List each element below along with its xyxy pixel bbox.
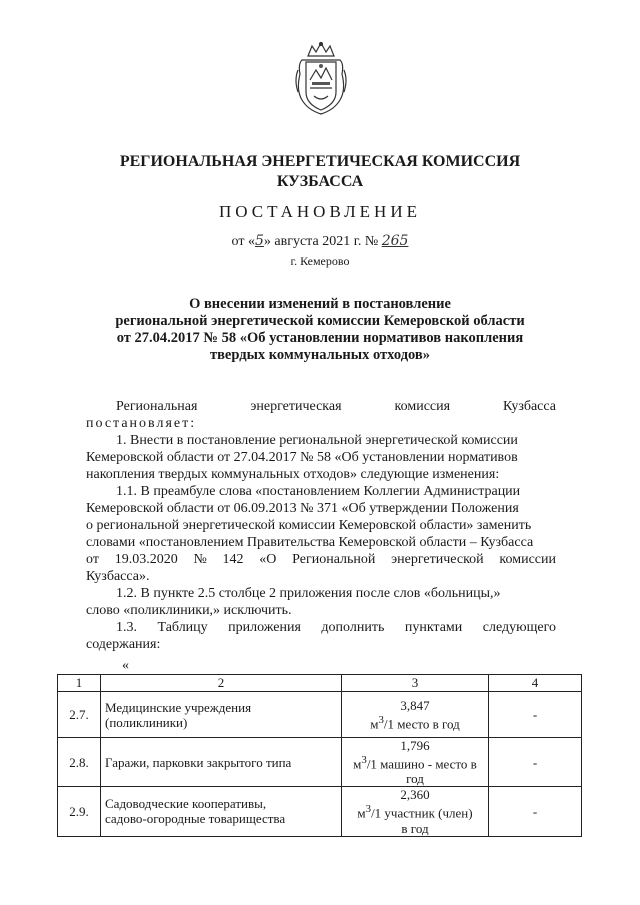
row-unit <box>346 753 484 771</box>
word: 19.03.2020 <box>114 552 178 567</box>
unit-base: м <box>357 805 366 821</box>
paragraph-1-2-line: слово «поликлиники,» исключить. <box>86 603 292 618</box>
coat-of-arms-icon <box>290 40 352 118</box>
word: следующего <box>482 620 556 635</box>
paragraph-1-line: 1. Внести в постановление региональной энергетической комиссии <box>116 433 518 448</box>
row-norm <box>342 692 489 738</box>
unit-exponent: 3 <box>378 713 384 726</box>
intro-line <box>86 398 556 415</box>
organization-line-1: РЕГИОНАЛЬНАЯ ЭНЕРГЕТИЧЕСКАЯ КОМИССИЯ <box>119 153 521 170</box>
row-norm <box>342 738 489 787</box>
paragraph-1-3-end: содержания: <box>86 637 161 652</box>
row-extra: - <box>489 738 582 787</box>
word: «О <box>259 552 277 567</box>
date-prefix: от « <box>231 234 255 249</box>
date-line <box>150 233 490 250</box>
organization-line-2: КУЗБАССА <box>276 173 364 190</box>
row-name-line: Гаражи, парковки закрытого типа <box>105 754 292 770</box>
row-extra: - <box>489 692 582 738</box>
word: 1.3. <box>116 620 137 635</box>
word: энергетической <box>391 552 484 567</box>
paragraph-1-1-justified-line <box>86 551 556 568</box>
table-row <box>58 738 582 787</box>
row-number: 2.7. <box>58 692 101 738</box>
word: Таблицу <box>157 620 208 635</box>
row-name-line: садово-огородные товарищества <box>105 811 286 827</box>
word: приложения <box>228 620 301 635</box>
word: пунктами <box>404 620 463 635</box>
row-unit <box>346 802 484 820</box>
word: Региональной <box>292 552 376 567</box>
unit-exponent: 3 <box>365 803 372 816</box>
table-header-cell: 2 <box>101 675 342 692</box>
row-unit <box>346 713 484 731</box>
row-name-line: Медицинские учреждения <box>105 699 252 715</box>
row-number: 2.9. <box>58 787 101 836</box>
word: комиссии <box>499 552 556 567</box>
title-line: от 27.04.2017 № 58 «Об установлении нормативов накопления <box>116 330 524 346</box>
table-header-cell: 3 <box>342 675 489 692</box>
row-name-line: (поликлиники) <box>105 714 188 730</box>
row-name <box>101 787 342 836</box>
row-name <box>101 692 342 738</box>
row-value: 1,796 <box>400 738 430 753</box>
row-name <box>101 738 342 787</box>
paragraph-1-line: Кемеровской области от 27.04.2017 № 58 «Об установлении нормативов <box>86 450 518 465</box>
table-row <box>58 787 582 836</box>
document-title <box>80 296 560 364</box>
table-header-row <box>58 675 582 692</box>
word: 142 <box>222 552 244 567</box>
title-line: О внесении изменений в постановление <box>189 296 451 312</box>
row-extra: - <box>489 787 582 836</box>
paragraph-1-1-line: Кемеровской области от 06.09.2013 № 371 «Об утверждении Положения <box>86 501 519 516</box>
paragraph-1-line: накопления твердых коммунальных отходов» следующие изменения: <box>86 467 500 482</box>
city-name: г. Кемерово <box>290 254 350 268</box>
row-norm <box>342 787 489 836</box>
word: № <box>193 552 207 567</box>
paragraph-1-2-line: 1.2. В пункте 2.5 столбце 2 приложения после слов «больницы,» <box>116 586 501 601</box>
unit-base: м <box>353 756 362 772</box>
paragraph-1-1-line: о региональной энергетической комиссии Кемеровской области» заменить <box>86 518 532 533</box>
unit-rest: /1 машино - место в <box>366 756 477 772</box>
unit-exponent: 3 <box>361 754 367 766</box>
document-type: ПОСТАНОВЛЕНИЕ <box>218 202 421 221</box>
unit-rest: /1 место в год <box>383 716 460 732</box>
table-header-cell: 4 <box>489 675 582 692</box>
unit-rest: /1 участник (член) <box>371 805 473 821</box>
row-value: 3,847 <box>400 697 430 713</box>
date-middle: » августа 2021 г. № <box>263 234 379 249</box>
organization-name <box>60 152 580 192</box>
paragraph-1-1-line: словами «постановлением Правительства Кемеровской области – Кузбасса <box>86 535 534 550</box>
title-line: региональной энергетической комиссии Кемеровской области <box>115 313 525 329</box>
paragraph-1-1-line: 1.1. В преамбуле слова «постановлением Коллегии Администрации <box>116 484 521 499</box>
table-row <box>58 692 582 738</box>
intro-word: энергетическая <box>250 399 342 414</box>
word: дополнить <box>321 620 385 635</box>
paragraph-1-1-end: Кузбасса». <box>86 569 150 584</box>
document-number: 265 <box>381 233 409 249</box>
row-name-line: Садоводческие кооперативы, <box>105 796 267 812</box>
norms-table <box>57 674 582 837</box>
row-value: 2,360 <box>400 787 430 803</box>
intro-word: Кузбасса <box>503 399 556 414</box>
opening-quote: « <box>122 658 129 673</box>
intro-word: Региональная <box>116 399 198 414</box>
intro-word: комиссия <box>394 399 451 414</box>
document-body <box>86 398 556 653</box>
row-number: 2.8. <box>58 738 101 787</box>
date-day: 5 <box>254 233 264 249</box>
unit-base: м <box>370 716 379 732</box>
paragraph-1-3-line <box>86 619 556 636</box>
word: от <box>86 552 99 567</box>
unit-continuation: год <box>406 771 424 787</box>
intro-verb: постановляет: <box>86 416 197 431</box>
title-line: твердых коммунальных отходов» <box>209 347 431 363</box>
table-header-cell: 1 <box>58 675 101 692</box>
unit-continuation: в год <box>401 820 429 836</box>
